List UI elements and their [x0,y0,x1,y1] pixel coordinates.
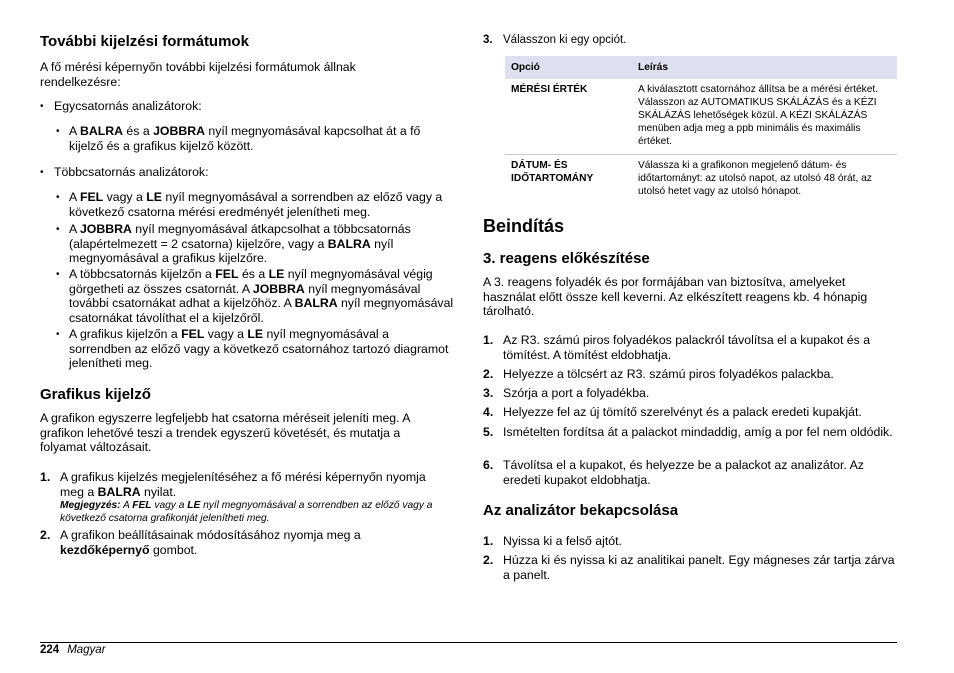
graph-step-1: A grafikus kijelzés megjelenítéséhez a fő mérési képernyőn nyomja meg a BALRA nyilat. [60,470,426,499]
single-channel-title: Egycsatornás analizátorok: [54,99,202,113]
option-description: A kiválasztott csatornához állítsa be a mérési értéket. Válasszon az AUTOMATIKUS SKÁLÁZÁS és a KÉZI SKÁLÁZÁS lehetőségek közül. A KÉZI SKÁLÁZÁS menüben adja meg a ppb minimális és maximális értéket. [632,79,897,155]
bullet-icon: • [56,126,60,137]
table-row [505,155,897,205]
step-number: 4. [483,405,494,419]
footer-language: Magyar [67,644,106,656]
step-number: 3. [483,34,493,46]
reagent-step-2: Helyezze a tölcsért az R3. számú piros folyadékos palackba. [503,367,834,381]
bullet-icon: • [40,101,44,112]
option-name: MÉRÉSI ÉRTÉK [505,79,632,155]
reagent-step-1: Az R3. számú piros folyadékos palackról távolítsa el a kupakot és a tömítést. A tömítést eldobhatja. [503,333,871,362]
select-option-step: Válasszon ki egy opciót. [503,34,627,46]
bullet-icon: • [56,329,60,340]
bullet-icon: • [40,167,44,178]
heading-startup: Beindítás [483,216,565,236]
heading-display-formats: További kijelzési formátumok [40,33,249,50]
bullet-icon: • [56,269,60,280]
multi-item-4: A grafikus kijelzőn a FEL vagy a LE nyíl megnyomásával a sorrendben az előző vagy a következő csatornához tartozó diagramot jelenítheti meg. [69,327,449,371]
heading-reagent-prep: 3. reagens előkészítése [483,250,650,267]
table-header-option: Opció [505,56,632,79]
bullet-icon: • [56,192,60,203]
paragraph-graph: A grafikon egyszerre legfeljebb hat csatorna méréseit jeleníti meg. A grafikon lehetővé teszi a trendek egyszerű követését, és mutatja a folyamat változásait. [40,411,410,455]
reagent-step-3: Szórja a port a folyadékba. [503,386,650,400]
multi-channel-title: Többcsatornás analizátorok: [54,165,209,179]
reagent-step-5: Ismételten fordítsa át a palackot mindaddig, amíg a por fel nem oldódik. [503,425,893,439]
single-item-1: A BALRA és a JOBBRA nyíl megnyomásával kapcsolhat át a fő kijelző és a grafikus kijelző között. [69,124,421,153]
page-footer [40,644,106,656]
paragraph-reagent: A 3. reagens folyadék és por formájában van biztosítva, amelyeket használat előtt össze kell keverni. Az elkészített reagens kb. 4 hónapig tárolható. [483,275,868,319]
power-step-1: Nyissa ki a felső ajtót. [503,534,622,548]
multi-item-1: A FEL vagy a LE nyíl megnyomásával a sorrendben az előző vagy a következő csatorna mérési eredményét jelenítheti meg. [69,190,443,219]
step-number: 1. [483,534,494,548]
step-number: 6. [483,458,494,472]
paragraph-formats: A fő mérési képernyőn további kijelzési formátumok állnak rendelkezésre: [40,60,356,89]
step-number: 1. [40,470,51,484]
table-row [505,79,897,155]
note: Megjegyzés: A FEL vagy a LE nyíl megnyomásával a sorrendben az előző vagy a következő csatorna grafikonját jelenítheti meg. [60,500,433,524]
option-description: Válassza ki a grafikonon megjelenő dátum- és időtartományt: az utolsó napot, az utolsó 48 órát, az utolsó hetet vagy az utolsó hónapot. [638,160,872,197]
option-name: DÁTUM- ÉS IDŐTARTOMÁNY [511,160,594,184]
heading-power-on: Az analizátor bekapcsolása [483,502,679,519]
power-step-2: Húzza ki és nyissa ki az analitikai panelt. Egy mágneses zár tartja zárva a panelt. [503,553,895,582]
page-number: 224 [40,644,60,656]
bullet-icon: • [56,224,60,235]
reagent-step-4: Helyezze fel az új tömítő szerelvényt és a palack eredeti kupakját. [503,405,862,419]
multi-item-2: A JOBBRA nyíl megnyomásával átkapcsolhat a többcsatornás (alapértelmezett = 2 csatorna) kijelzőre, vagy a BALRA nyíl megnyomásával a grafikus kijelzőre. [69,222,411,266]
footer-divider [40,642,897,643]
multi-item-3: A többcsatornás kijelzőn a FEL és a LE nyíl megnyomásával végig görgetheti az összes csatornát. A JOBBRA nyíl megnyomásával további csatornákat adhat a kijelzőhöz. A BALRA nyíl megnyomásával csatornákat távolíthat el a kijelzőről. [69,267,454,326]
heading-graph-display: Grafikus kijelző [40,386,151,403]
options-table [505,56,897,204]
graph-step-2: A grafikon beállításainak módosításához nyomja meg a kezdőképernyő gombot. [60,528,361,557]
step-number: 2. [483,367,494,381]
step-number: 5. [483,425,494,439]
step-number: 1. [483,333,494,347]
table-header-description: Leírás [632,56,897,79]
step-number: 3. [483,386,494,400]
reagent-step-6: Távolítsa el a kupakot, és helyezze be a palackot az analizátor. Az eredeti kupakot eldobhatja. [503,458,864,487]
step-number: 2. [483,553,494,567]
step-number: 2. [40,528,51,542]
